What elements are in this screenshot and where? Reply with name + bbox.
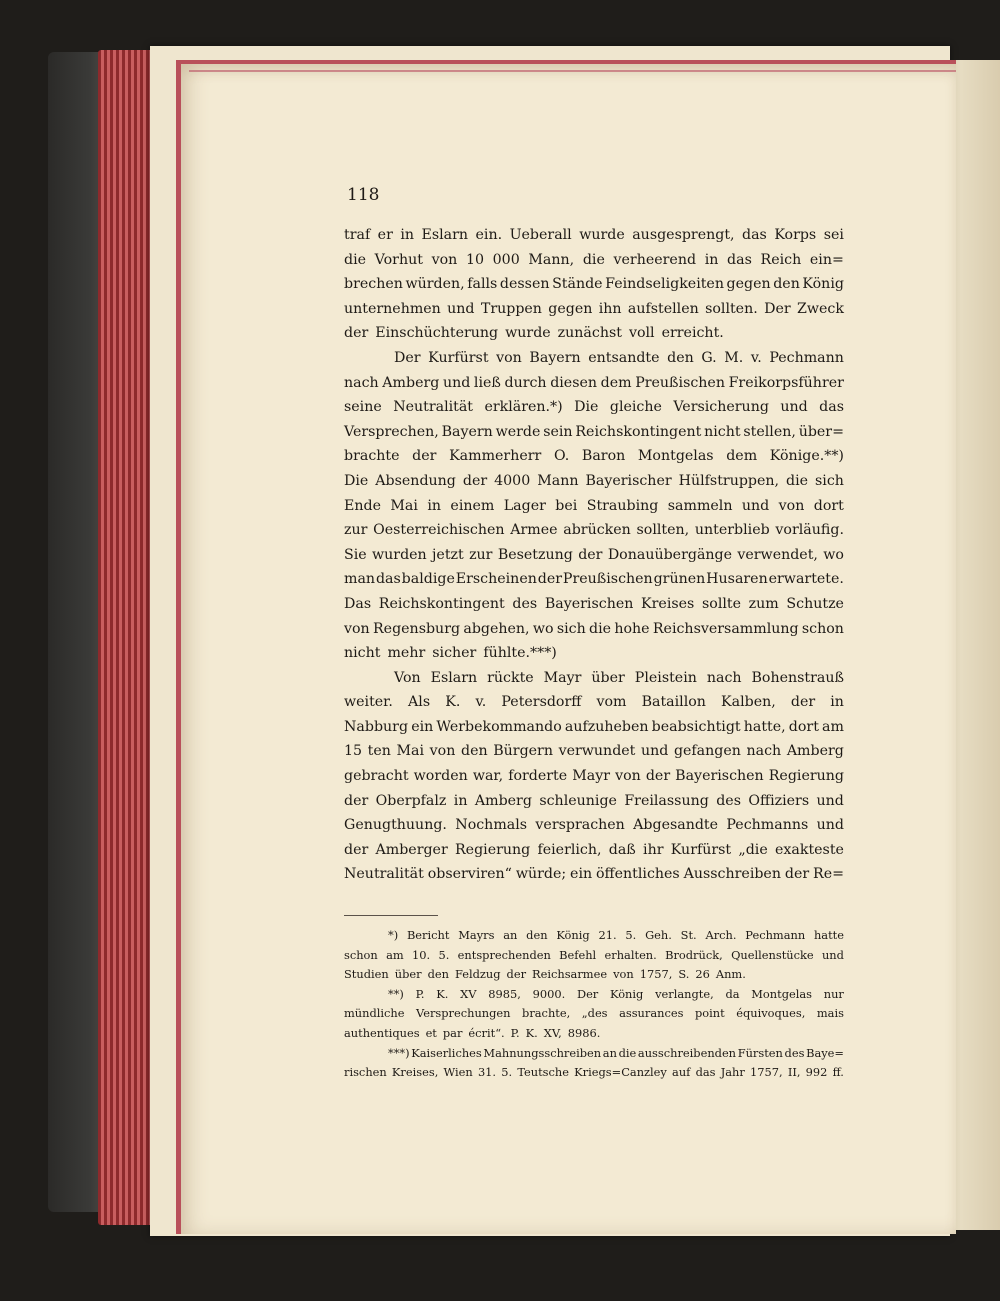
body-text-line: Versprechen, Bayern werde sein Reichskontingent nicht stellen, über= (344, 423, 844, 440)
body-text-line: weiter. Als K. v. Petersdorff vom Bataillon Kalben, der in (344, 694, 844, 711)
body-text-line: unternehmen und Truppen gegen ihn aufstellen sollten. Der Zweck (344, 300, 844, 317)
body-text-line: Die Absendung der 4000 Mann Bayerischer Hülfstruppen, die sich (344, 472, 844, 489)
body-text-line: Neutralität observiren“ würde; ein öffentliches Ausschreiben der Re= (344, 866, 844, 883)
body-text-line: Ende Mai in einem Lager bei Straubing sammeln und von dort (344, 497, 844, 514)
body-text-line: zur Oesterreichischen Armee abrücken sollten, unterblieb vorläufig. (344, 522, 844, 539)
body-text-line: die Vorhut von 10 000 Mann, die verheerend in das Reich ein= (344, 251, 844, 268)
body-text-line: 15 ten Mai von den Bürgern verwundet und gefangen nach Amberg (344, 743, 844, 760)
body-text-line: man das baldige Erscheinen der Preußischen grünen Husaren erwartete. (344, 571, 844, 588)
body-text-line: brachte der Kammerherr O. Baron Montgelas dem Könige.**) (344, 448, 844, 465)
body-text-line: von Regensburg abgehen, wo sich die hohe Reichsversammlung schon (344, 620, 844, 637)
body-text-line: nicht mehr sicher fühlte.***) (344, 645, 557, 662)
footnote-line: mündliche Versprechungen brachte, „des assurances point équivoques, mais (344, 1006, 844, 1021)
body-text-line: nach Amberg und ließ durch diesen dem Preußischen Freikorpsführer (344, 374, 844, 391)
footnotes (344, 926, 844, 1083)
footnote-line: Studien über den Feldzug der Reichsarmee von 1757, S. 26 Anm. (344, 967, 746, 982)
body-text-line: Genugthuung. Nochmals versprachen Abgesandte Pechmanns und (344, 817, 844, 834)
body-text-line: traf er in Eslarn ein. Ueberall wurde ausgesprengt, das Korps sei (344, 227, 844, 243)
body-text-line: Das Reichskontingent des Bayerischen Kreises sollte zum Schutze (344, 595, 844, 612)
body-text-line: Nabburg ein Werbekommando aufzuheben beabsichtigt hatte, dort am (344, 718, 844, 735)
footnote-line: authentiques et par écrit“. P. K. XV, 8986. (344, 1026, 601, 1040)
footnote-line: **) P. K. XV 8985, 9000. Der König verlangte, da Montgelas nur (388, 986, 844, 1001)
page-text-block (344, 183, 844, 1083)
body-text-line: der Oberpfalz in Amberg schleunige Freilassung des Offiziers und (344, 792, 844, 809)
body-text-line: der Amberger Regierung feierlich, daß ihr Kurfürst „die exakteste (344, 841, 844, 858)
footnote-line: rischen Kreises, Wien 31. 5. Teutsche Kriegs=Canzley auf das Jahr 1757, II, 992 ff. (344, 1065, 844, 1080)
body-text (344, 223, 844, 887)
footnote-rule (344, 915, 438, 916)
body-text-line: Sie wurden jetzt zur Besetzung der Donauübergänge verwendet, wo (344, 546, 844, 563)
body-text-line: der Einschüchterung wurde zunächst voll erreicht. (344, 325, 724, 342)
body-text-line: brechen würden, falls dessen Stände Feindseligkeiten gegen den König (344, 276, 844, 293)
page-number: 118 (347, 185, 380, 205)
body-text-line: Von Eslarn rückte Mayr über Pleistein nach Bohenstrauß (394, 669, 844, 686)
footnote-line: ***) Kaiserliches Mahnungsschreiben an die ausschreibenden Fürsten des Baye= (388, 1045, 844, 1060)
footnote-line: *) Bericht Mayrs an den König 21. 5. Geh. St. Arch. Pechmann hatte (388, 928, 844, 943)
body-text-line: Der Kurfürst von Bayern entsandte den G. M. v. Pechmann (394, 349, 844, 366)
footnote-line: schon am 10. 5. entsprechenden Befehl erhalten. Brodrück, Quellenstücke und (344, 947, 844, 962)
body-text-line: gebracht worden war, forderte Mayr von der Bayerischen Regierung (344, 768, 844, 785)
body-text-line: seine Neutralität erklären.*) Die gleiche Versicherung und das (344, 399, 844, 416)
